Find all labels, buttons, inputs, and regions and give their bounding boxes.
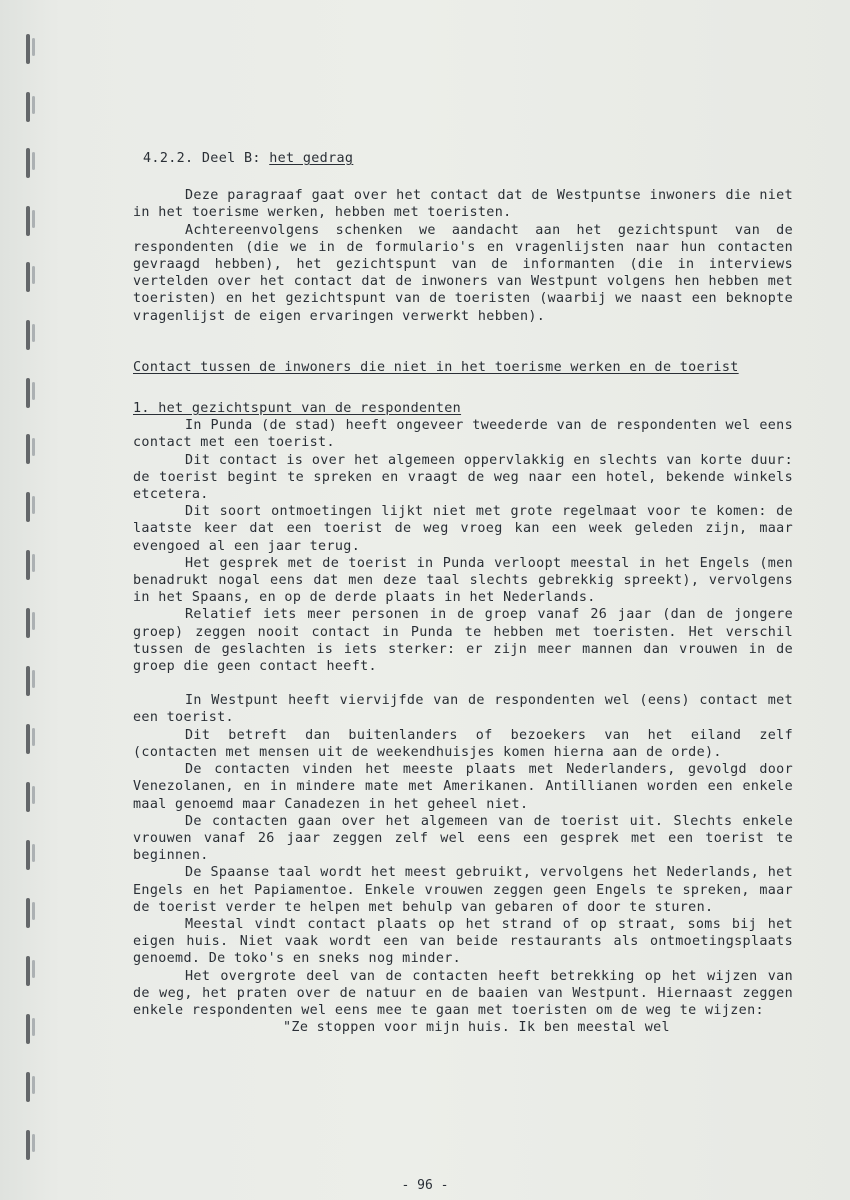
body-paragraph: De Spaanse taal wordt het meest gebruikt, vervolgens het Nederlands, het Engels en het Papiamentoe. Enkele vrouwen zeggen geen Engels te spreken, maar de toerist verder te helpen met behulp van gebaren of door te sturen. <box>133 865 793 915</box>
body-paragraph: Het gesprek met de toerist in Punda verloopt meestal in het Engels (men benadrukt nogal eens dat men deze taal slechts gebrekkig spreekt), vervolgens in het Spaans, en op de derde plaats in het Nederlands. <box>133 555 793 606</box>
section-title: Contact tussen de inwoners die niet in het toerisme werken en de toerist <box>133 359 739 375</box>
body-paragraph: Dit contact is over het algemeen oppervlakkig en slechts van korte duur: de toerist begint te spreken en vraagt de weg naar een hotel, bekende winkels etcetera. <box>133 452 793 503</box>
body-paragraph: Het overgrote deel van de contacten heeft betrekking op het wijzen van de weg, het praten over de natuur en de baaien van Westpunt. Hiernaast zeggen enkele respondenten wel eens mee te gaan met toeristen om de weg te wijzen: <box>133 968 793 1018</box>
heading-number: 4.2.2. Deel B: <box>143 151 261 166</box>
binding-holes <box>18 30 44 1180</box>
page-number: - 96 - <box>401 1178 449 1193</box>
body-paragraph: In Westpunt heeft viervijfde van de respondenten wel (eens) contact met een toerist. <box>133 693 793 726</box>
body-paragraph: Dit soort ontmoetingen lijkt niet met grote regelmaat voor te komen: de laatste keer dat een toerist de weg vroeg kan een week geleden zijn, maar evengoed al een jaar terug. <box>133 504 793 554</box>
body-paragraph: Dit betreft dan buitenlanders of bezoekers van het eiland zelf (contacten met mensen uit de weekendhuisjes komen hierna aan de orde). <box>133 727 793 760</box>
page-body <box>133 150 793 1036</box>
section-heading <box>143 150 793 167</box>
body-paragraph: De contacten vinden het meeste plaats met Nederlanders, gevolgd door Venezolanen, en in mindere mate met Amerikanen. Antillianen worden een enkele maal genoemd maar Canadezen in het geheel niet. <box>133 762 793 812</box>
body-paragraph: Meestal vindt contact plaats op het strand of op straat, soms bij het eigen huis. Niet vaak wordt een van beide restaurants als ontmoetingsplaats genoemd. De toko's en sneks nog minder. <box>133 916 793 967</box>
subsection-title: 1. het gezichtspunt van de respondenten <box>133 401 462 417</box>
interview-quote: "Ze stoppen voor mijn huis. Ik ben meestal wel <box>283 1020 670 1036</box>
heading-title: het gedrag <box>269 151 354 166</box>
intro-paragraph: Achtereenvolgens schenken we aandacht aan het gezichtspunt van de respondenten (die we in de formulario's en vragenlijsten naar hun contacten gevraagd hebben), het gezichtspunt van de informanten (die in interviews vertelden over het contact dat de inwoners van Westpunt volgens hen hebben met toeristen) en het gezichtspunt van de toeristen (waarbij we naast een beknopte vragenlijst de eigen ervaringen verwerkt hebben). <box>133 222 793 324</box>
intro-paragraph: Deze paragraaf gaat over het contact dat de Westpuntse inwoners die niet in het toerisme werken, hebben met toeristen. <box>133 188 793 221</box>
body-paragraph: Relatief iets meer personen in de groep vanaf 26 jaar (dan de jongere groep) zeggen nooit contact in Punda te hebben met toeristen. Het verschil tussen de geslachten is iets sterker: er zijn meer mannen dan vrouwen in de groep die geen contact heeft. <box>133 607 793 675</box>
body-paragraph: De contacten gaan over het algemeen van de toerist uit. Slechts enkele vrouwen vanaf 26 jaar zeggen zelf wel eens een gesprek met een toerist te beginnen. <box>133 813 793 864</box>
body-paragraph: In Punda (de stad) heeft ongeveer tweederde van de respondenten wel eens contact met een toerist. <box>133 418 793 451</box>
